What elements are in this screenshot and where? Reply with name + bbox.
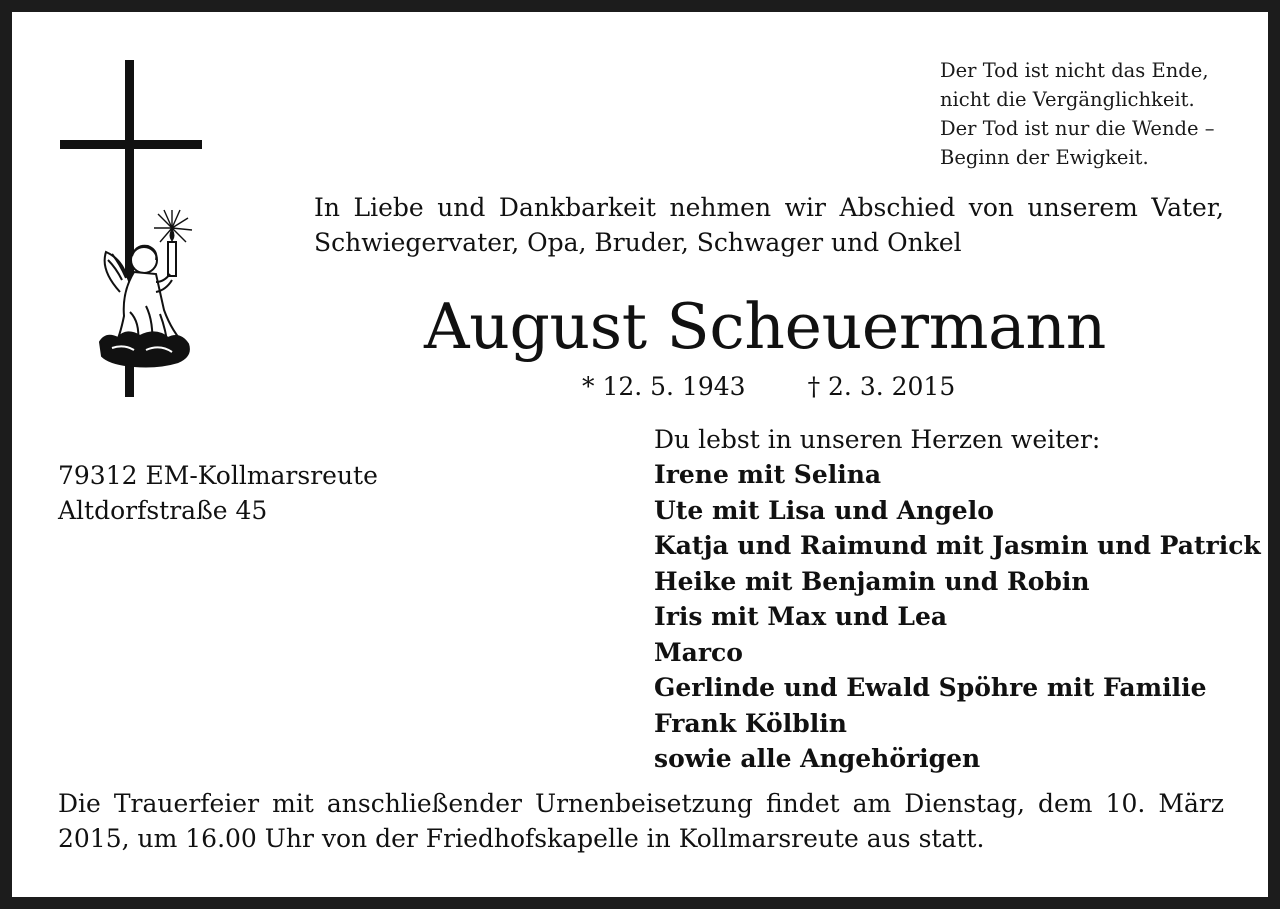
list-item: Heike mit Benjamin und Robin bbox=[654, 566, 1090, 596]
obituary-notice bbox=[12, 12, 1268, 897]
address-line: 79312 EM-Kollmarsreute bbox=[58, 461, 378, 490]
deceased-name: August Scheuermann bbox=[424, 290, 1106, 363]
mourners-list bbox=[654, 457, 1261, 777]
list-item: Iris mit Max und Lea bbox=[654, 602, 948, 631]
motto-line: Der Tod ist nur die Wende – bbox=[940, 117, 1215, 140]
motto-line: Beginn der Ewigkeit. bbox=[940, 146, 1149, 169]
list-item: sowie alle Angehörigen bbox=[654, 744, 981, 773]
list-item: Frank Kölblin bbox=[654, 708, 847, 738]
birth-date: * 12. 5. 1943 bbox=[582, 372, 746, 401]
list-item: Marco bbox=[654, 637, 743, 667]
life-dates bbox=[582, 370, 955, 404]
motto-line: nicht die Vergänglichkeit. bbox=[940, 88, 1195, 111]
address-line: Altdorfstraße 45 bbox=[58, 496, 268, 525]
list-item: Gerlinde und Ewald Spöhre mit Familie bbox=[654, 673, 1207, 702]
list-item: Irene mit Selina bbox=[654, 460, 882, 489]
list-item: Katja und Raimund mit Jasmin und Patrick bbox=[654, 531, 1261, 560]
list-item: Ute mit Lisa und Angelo bbox=[654, 495, 994, 525]
motto-line: Der Tod ist nicht das Ende, bbox=[940, 59, 1209, 82]
mourners-heading: Du lebst in unseren Herzen weiter: bbox=[654, 425, 1101, 454]
death-date: † 2. 3. 2015 bbox=[807, 372, 956, 401]
motto-verse bbox=[940, 56, 1240, 172]
family-address bbox=[58, 458, 378, 528]
farewell-intro: In Liebe und Dankbarkeit nehmen wir Abschied von unserem Vater, Schwiegervater, Opa, Bruder, Schwager und Onkel bbox=[314, 193, 1224, 257]
funeral-service-info: Die Trauerfeier mit anschließender Urnenbeisetzung findet am Dienstag, dem 10. März 2015, um 16.00 Uhr von der Friedhofskapelle in Kollmarsreute aus statt. bbox=[58, 789, 1224, 853]
